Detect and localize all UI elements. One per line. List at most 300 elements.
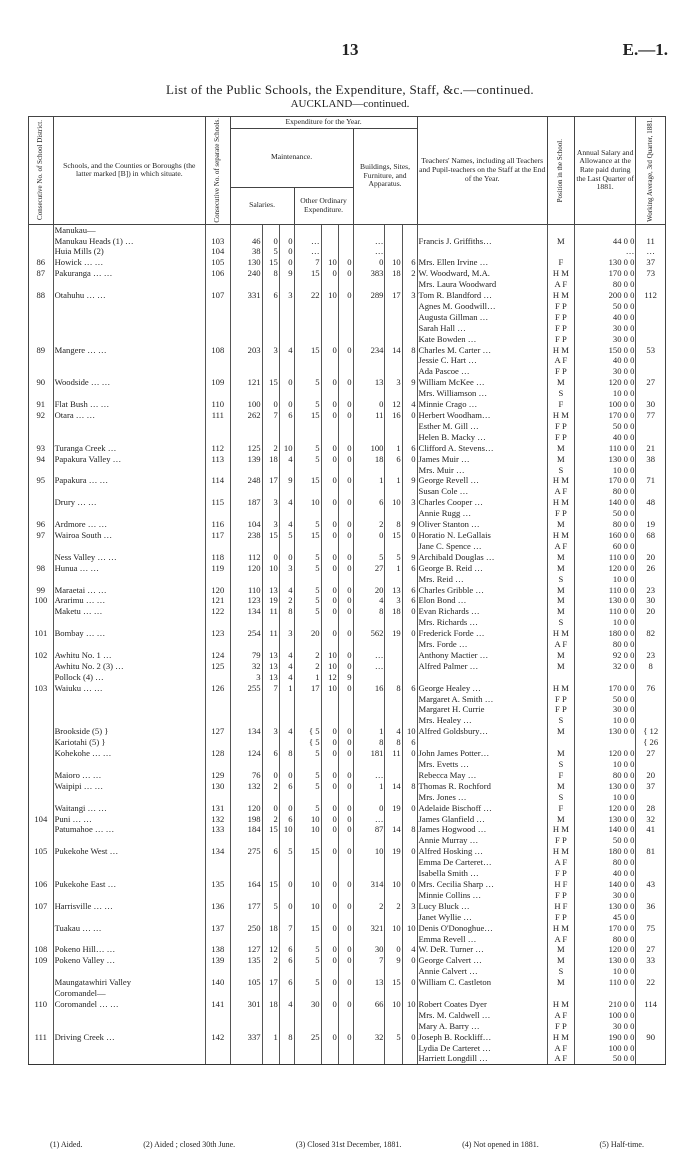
buildings-pounds — [353, 574, 385, 585]
salary-pence — [279, 421, 294, 432]
school-name: Mangere … … — [53, 345, 205, 356]
salary-pence: 6 — [279, 944, 294, 955]
teacher-name: Evan Richards … — [417, 606, 547, 617]
other-pounds — [294, 857, 321, 868]
other-shillings — [321, 334, 338, 345]
other-shillings — [321, 617, 338, 628]
salary-pounds: 255 — [230, 683, 262, 694]
position: S — [547, 388, 574, 399]
school-no — [206, 988, 231, 999]
table-row — [29, 868, 666, 879]
table-row — [29, 912, 666, 923]
salary-pence — [279, 835, 294, 846]
other-shillings — [321, 541, 338, 552]
other-shillings — [321, 301, 338, 312]
annual-salary: 180 0 0 — [574, 846, 635, 857]
table-row — [29, 268, 666, 279]
annual-salary: 80 0 0 — [574, 934, 635, 945]
other-pence: 0 — [338, 268, 353, 279]
school-name: Pukekohe West … — [53, 846, 205, 857]
position: H M — [547, 846, 574, 857]
other-pounds: 10 — [294, 814, 321, 825]
salary-shillings: 15 — [262, 530, 279, 541]
working-average — [636, 890, 666, 901]
buildings-pounds — [353, 639, 385, 650]
other-pounds — [294, 421, 321, 432]
other-shillings: 0 — [321, 443, 338, 454]
buildings-shillings: 15 — [385, 977, 402, 988]
salary-pence: 10 — [279, 824, 294, 835]
teacher-name: William McKee … — [417, 377, 547, 388]
buildings-pence — [402, 1053, 417, 1064]
teacher-name: Robert Coates Dyer — [417, 999, 547, 1010]
buildings-pounds — [353, 1010, 385, 1021]
position: H M — [547, 683, 574, 694]
district-no: 109 — [29, 955, 54, 966]
other-pounds: { 5 — [294, 737, 321, 748]
buildings-pence: 0 — [402, 879, 417, 890]
district-no: 105 — [29, 846, 54, 857]
working-average — [636, 301, 666, 312]
buildings-shillings: 19 — [385, 628, 402, 639]
table-row — [29, 366, 666, 377]
district-no — [29, 672, 54, 683]
other-pence — [338, 988, 353, 999]
teacher-name: Mrs. Cecilia Sharp … — [417, 879, 547, 890]
other-shillings: 12 — [321, 672, 338, 683]
table-row — [29, 508, 666, 519]
school-no: 109 — [206, 377, 231, 388]
school-name: Pakuranga … … — [53, 268, 205, 279]
other-pounds — [294, 388, 321, 399]
other-pence: 0 — [338, 519, 353, 530]
buildings-pounds — [353, 1021, 385, 1032]
working-average — [636, 988, 666, 999]
buildings-shillings — [385, 355, 402, 366]
buildings-pounds — [353, 890, 385, 901]
salary-shillings — [262, 868, 279, 879]
salary-shillings — [262, 508, 279, 519]
other-pounds — [294, 541, 321, 552]
district-no — [29, 388, 54, 399]
position: H M — [547, 410, 574, 421]
salary-pounds: 127 — [230, 944, 262, 955]
district-no: 110 — [29, 999, 54, 1010]
other-shillings — [321, 857, 338, 868]
school-no — [206, 388, 231, 399]
school-no — [206, 465, 231, 476]
other-shillings — [321, 1010, 338, 1021]
other-pence — [338, 574, 353, 585]
buildings-pounds: 27 — [353, 563, 385, 574]
table-row — [29, 814, 666, 825]
other-pence — [338, 312, 353, 323]
salary-pence: 10 — [279, 443, 294, 454]
other-shillings — [321, 312, 338, 323]
teacher-name: George Revell … — [417, 475, 547, 486]
other-shillings: 0 — [321, 497, 338, 508]
teacher-name: Ada Pascoe … — [417, 366, 547, 377]
working-average — [636, 312, 666, 323]
table-row — [29, 715, 666, 726]
position: S — [547, 574, 574, 585]
buildings-pence: 10 — [402, 923, 417, 934]
table-row — [29, 934, 666, 945]
annual-salary: 100 0 0 — [574, 1043, 635, 1054]
salary-pounds — [230, 1010, 262, 1021]
buildings-pounds: 2 — [353, 519, 385, 530]
buildings-pence — [402, 661, 417, 672]
salary-shillings — [262, 759, 279, 770]
other-pounds: 15 — [294, 268, 321, 279]
school-name — [53, 704, 205, 715]
other-pence — [338, 868, 353, 879]
other-pounds — [294, 912, 321, 923]
annual-salary: 10 0 0 — [574, 465, 635, 476]
school-no — [206, 421, 231, 432]
table-row — [29, 966, 666, 977]
other-pounds: 5 — [294, 443, 321, 454]
teacher-name: Lucy Bluck … — [417, 901, 547, 912]
salary-pounds — [230, 366, 262, 377]
position: S — [547, 617, 574, 628]
position: F P — [547, 694, 574, 705]
annual-salary: 40 0 0 — [574, 868, 635, 879]
position: F — [547, 803, 574, 814]
district-no — [29, 770, 54, 781]
table-row — [29, 857, 666, 868]
annual-salary — [574, 988, 635, 999]
position: F — [547, 257, 574, 268]
buildings-pence: 8 — [402, 781, 417, 792]
other-shillings: 0 — [321, 1032, 338, 1043]
teacher-name: Mrs. Healey … — [417, 715, 547, 726]
school-no: 140 — [206, 977, 231, 988]
salary-pence — [279, 857, 294, 868]
salary-pence: 4 — [279, 345, 294, 356]
position: M — [547, 454, 574, 465]
other-pence: 0 — [338, 748, 353, 759]
buildings-pence — [402, 704, 417, 715]
working-average — [636, 857, 666, 868]
buildings-pence: 0 — [402, 846, 417, 857]
salary-shillings: 7 — [262, 410, 279, 421]
teacher-name: W. DeR. Turner … — [417, 944, 547, 955]
other-shillings: 0 — [321, 737, 338, 748]
school-name — [53, 890, 205, 901]
district-no: 99 — [29, 585, 54, 596]
salary-pence: 8 — [279, 1032, 294, 1043]
header-buildings: Buildings, Sites, Furniture, and Apparatus. — [353, 128, 417, 224]
table-row — [29, 541, 666, 552]
buildings-pounds — [353, 541, 385, 552]
school-no: 139 — [206, 955, 231, 966]
teacher-name: Clifford A. Stevens… — [417, 443, 547, 454]
buildings-pence: 10 — [402, 726, 417, 737]
other-shillings — [321, 715, 338, 726]
buildings-pence: 8 — [402, 345, 417, 356]
school-name: Papakura Valley … — [53, 454, 205, 465]
buildings-pounds: 1 — [353, 726, 385, 737]
school-name — [53, 421, 205, 432]
buildings-pounds — [353, 334, 385, 345]
annual-salary: 50 0 0 — [574, 694, 635, 705]
salary-pounds — [230, 334, 262, 345]
salary-shillings — [262, 421, 279, 432]
salary-shillings — [262, 639, 279, 650]
table-row — [29, 279, 666, 290]
teacher-name: Joseph B. Rockliff… — [417, 1032, 547, 1043]
other-pounds: 5 — [294, 454, 321, 465]
other-pounds — [294, 835, 321, 846]
school-no — [206, 312, 231, 323]
buildings-pence: 3 — [402, 901, 417, 912]
position: H M — [547, 290, 574, 301]
other-pounds: 2 — [294, 661, 321, 672]
salary-shillings: 15 — [262, 879, 279, 890]
other-pence — [338, 617, 353, 628]
buildings-pounds: 8 — [353, 606, 385, 617]
salary-pounds: 121 — [230, 377, 262, 388]
annual-salary: 120 0 0 — [574, 803, 635, 814]
other-shillings: 0 — [321, 454, 338, 465]
annual-salary: 130 0 0 — [574, 955, 635, 966]
other-shillings — [321, 421, 338, 432]
district-no — [29, 803, 54, 814]
salary-pence: 0 — [279, 236, 294, 247]
buildings-shillings — [385, 694, 402, 705]
district-no: 91 — [29, 399, 54, 410]
buildings-shillings — [385, 639, 402, 650]
buildings-pounds — [353, 224, 385, 235]
buildings-pence: 0 — [402, 1032, 417, 1043]
other-pence — [338, 486, 353, 497]
salary-pounds — [230, 388, 262, 399]
school-name — [53, 912, 205, 923]
annual-salary: 130 0 0 — [574, 726, 635, 737]
table-row — [29, 617, 666, 628]
buildings-shillings: 14 — [385, 345, 402, 356]
table-row — [29, 246, 666, 257]
other-shillings — [321, 890, 338, 901]
other-pounds: 5 — [294, 955, 321, 966]
working-average: 23 — [636, 585, 666, 596]
salary-pounds: 134 — [230, 726, 262, 737]
buildings-shillings: 6 — [385, 454, 402, 465]
salary-shillings — [262, 541, 279, 552]
school-no — [206, 934, 231, 945]
district-no — [29, 552, 54, 563]
buildings-pence — [402, 1010, 417, 1021]
salary-pounds: 331 — [230, 290, 262, 301]
buildings-pounds — [353, 366, 385, 377]
other-pence — [338, 792, 353, 803]
salary-pounds: 238 — [230, 530, 262, 541]
salary-pence — [279, 486, 294, 497]
school-name — [53, 323, 205, 334]
header-salaries: Salaries. — [230, 187, 294, 224]
other-pence: 0 — [338, 944, 353, 955]
header-other-ordinary: Other Ordinary Expenditure. — [294, 187, 353, 224]
school-name: Bombay … … — [53, 628, 205, 639]
other-pounds: 5 — [294, 944, 321, 955]
school-name: Pollock (4) … — [53, 672, 205, 683]
other-pounds: 5 — [294, 552, 321, 563]
salary-pence: 6 — [279, 410, 294, 421]
table-row — [29, 901, 666, 912]
annual-salary: … — [574, 246, 635, 257]
buildings-shillings — [385, 246, 402, 257]
salary-shillings: 11 — [262, 628, 279, 639]
school-name: Pokeno Hill… … — [53, 944, 205, 955]
salary-pence: 0 — [279, 399, 294, 410]
other-pence — [338, 759, 353, 770]
position: H M — [547, 268, 574, 279]
annual-salary: 10 0 0 — [574, 574, 635, 585]
other-shillings — [321, 432, 338, 443]
salary-shillings: 13 — [262, 585, 279, 596]
district-no — [29, 323, 54, 334]
working-average: 27 — [636, 377, 666, 388]
table-row — [29, 345, 666, 356]
other-pence: 0 — [338, 595, 353, 606]
page-subtitle: AUCKLAND—continued. — [290, 98, 410, 110]
buildings-pounds — [353, 792, 385, 803]
buildings-shillings — [385, 486, 402, 497]
table-row — [29, 846, 666, 857]
other-shillings: 0 — [321, 879, 338, 890]
school-no — [206, 541, 231, 552]
buildings-pence — [402, 279, 417, 290]
other-pounds: 5 — [294, 595, 321, 606]
other-pence: 0 — [338, 290, 353, 301]
salary-pounds: 139 — [230, 454, 262, 465]
buildings-shillings: 14 — [385, 824, 402, 835]
annual-salary: 170 0 0 — [574, 410, 635, 421]
salary-pence — [279, 639, 294, 650]
district-no: 107 — [29, 901, 54, 912]
other-pounds: 5 — [294, 803, 321, 814]
other-pence: 0 — [338, 443, 353, 454]
annual-salary: 40 0 0 — [574, 312, 635, 323]
page-code: E.—1. — [622, 40, 668, 59]
other-pounds: 2 — [294, 650, 321, 661]
school-no: 108 — [206, 345, 231, 356]
position: M — [547, 606, 574, 617]
salary-pounds: 164 — [230, 879, 262, 890]
district-no — [29, 868, 54, 879]
district-no — [29, 966, 54, 977]
buildings-pounds: 0 — [353, 803, 385, 814]
position: S — [547, 759, 574, 770]
other-pence: 0 — [338, 901, 353, 912]
school-no — [206, 737, 231, 748]
buildings-shillings — [385, 661, 402, 672]
buildings-pounds — [353, 868, 385, 879]
school-name: Hunua … … — [53, 563, 205, 574]
school-name: Otara … … — [53, 410, 205, 421]
buildings-pence: 6 — [402, 737, 417, 748]
other-pence: 0 — [338, 977, 353, 988]
buildings-pounds — [353, 301, 385, 312]
other-shillings: 0 — [321, 726, 338, 737]
buildings-shillings — [385, 890, 402, 901]
working-average — [636, 672, 666, 683]
salary-pence: 0 — [279, 770, 294, 781]
salary-pence — [279, 279, 294, 290]
salary-pounds: 177 — [230, 901, 262, 912]
school-name: Coromandel … … — [53, 999, 205, 1010]
salary-pence — [279, 737, 294, 748]
school-no: 120 — [206, 585, 231, 596]
school-no — [206, 1021, 231, 1032]
salary-pence — [279, 890, 294, 901]
salary-pounds: 275 — [230, 846, 262, 857]
annual-salary: 80 0 0 — [574, 857, 635, 868]
salary-pence — [279, 912, 294, 923]
buildings-shillings: 1 — [385, 443, 402, 454]
teacher-name: Frederick Forde … — [417, 628, 547, 639]
salary-pounds — [230, 279, 262, 290]
other-shillings: 0 — [321, 955, 338, 966]
position: M — [547, 814, 574, 825]
salary-shillings: 6 — [262, 748, 279, 759]
district-no: 87 — [29, 268, 54, 279]
annual-salary: 50 0 0 — [574, 835, 635, 846]
working-average: 28 — [636, 803, 666, 814]
salary-pounds — [230, 857, 262, 868]
district-no — [29, 421, 54, 432]
salary-pence: 5 — [279, 530, 294, 541]
salary-pence — [279, 312, 294, 323]
buildings-shillings — [385, 574, 402, 585]
buildings-pounds: … — [353, 814, 385, 825]
school-no — [206, 301, 231, 312]
buildings-pence — [402, 246, 417, 257]
salary-pence — [279, 1010, 294, 1021]
teacher-name: Mrs. Jones … — [417, 792, 547, 803]
salary-pounds: 132 — [230, 781, 262, 792]
salary-pence: 0 — [279, 901, 294, 912]
working-average: 26 — [636, 563, 666, 574]
district-no — [29, 508, 54, 519]
buildings-pence — [402, 323, 417, 334]
buildings-pounds: … — [353, 236, 385, 247]
salary-pounds: 262 — [230, 410, 262, 421]
working-average: 37 — [636, 257, 666, 268]
working-average — [636, 694, 666, 705]
school-no: 127 — [206, 726, 231, 737]
salary-pence: 4 — [279, 519, 294, 530]
school-no: 122 — [206, 606, 231, 617]
other-pence: 0 — [338, 803, 353, 814]
school-no: 111 — [206, 410, 231, 421]
buildings-pounds — [353, 312, 385, 323]
buildings-pence — [402, 912, 417, 923]
teacher-name: Emma Revell … — [417, 934, 547, 945]
other-shillings: 0 — [321, 781, 338, 792]
salary-pounds: 125 — [230, 443, 262, 454]
buildings-shillings: 0 — [385, 944, 402, 955]
district-no — [29, 824, 54, 835]
working-average — [636, 617, 666, 628]
other-shillings — [321, 465, 338, 476]
other-pounds: 22 — [294, 290, 321, 301]
school-name — [53, 857, 205, 868]
buildings-shillings — [385, 323, 402, 334]
school-name — [53, 432, 205, 443]
teacher-name — [417, 224, 547, 235]
